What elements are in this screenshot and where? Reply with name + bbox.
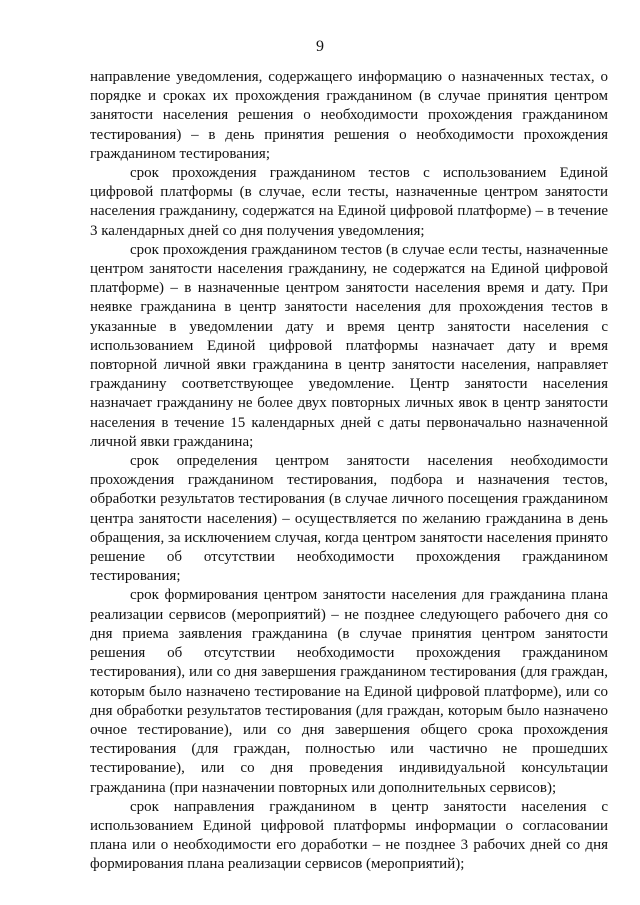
paragraph-plan-approval: срок направления гражданином в центр занятости населения с использованием Единой цифровой платформы информации о согласовании плана или о необходимости его доработки – не позднее 3 рабочих дней со дня формирования плана реализации сервисов (мероприятий); — [90, 798, 608, 873]
document-body — [90, 68, 608, 875]
paragraph-notification-direction: направление уведомления, содержащего информацию о назначенных тестах, о порядке и сроках их прохождения гражданином (в случае принятия центром занятости населения решения о необходимости прохождения гражданином тестирования) – в день принятия решения о необходимости прохождения гражданином тестирования; — [90, 69, 608, 162]
paragraph-test-deadline-digital: срок прохождения гражданином тестов с использованием Единой цифровой платформы (в случае, если тесты, назначенные центром занятости населения гражданину, содержатся на Единой цифровой платформе) – в течение 3 календарных дней со дня получения уведомления; — [90, 165, 608, 239]
page-number: 9 — [316, 38, 324, 55]
paragraph-test-deadline-in-person: срок прохождения гражданином тестов (в случае если тесты, назначенные центром занятости населения гражданину, не содержатся на Единой цифровой платформе) – в назначенные центром занятости населения время и дату. При неявке гражданина в центр занятости населения для прохождения тестов в указанные в уведомлении дату и время центр занятости населения с использованием Единой цифровой платформы назначает дату и время повторной личной явки гражданина в центр занятости населения, направляет гражданину соответствующее уведомление. Центр занятости населения назначает гражданину не более двух повторных личных явок в центр занятости населения в течение 15 календарных дней с даты первоначально назначенной личной явки гражданина; — [90, 241, 608, 450]
paragraph-service-plan-formation: срок формирования центром занятости населения для гражданина плана реализации сервисов (мероприятий) – не позднее следующего рабочего дня со дня приема заявления гражданина (в случае принятия центром занятости решения об отсутствии необходимости прохождения гражданином тестирования), или со дня завершения гражданином тестирования (для граждан, которым было назначено тестирование на Единой цифровой платформе), или со дня обработки результатов тестирования (для граждан, которым было назначено очное тестирование), или со дня завершения общего срока прохождения тестирования (для граждан, полностью или частично не прошедших тестирование), или со дня проведения индивидуальной консультации гражданина (при назначении повторных или дополнительных сервисов); — [90, 587, 608, 796]
paragraph-testing-determination: срок определения центром занятости населения необходимости прохождения гражданином тестирования, подбора и назначения тестов, обработки результатов тестирования (в случае личного посещения гражданином центра занятости населения) – осуществляется по желанию гражданина в день обращения, за исключением случая, когда центром занятости населения принято решение об отсутствии необходимости прохождения гражданином тестирования; — [90, 453, 608, 585]
